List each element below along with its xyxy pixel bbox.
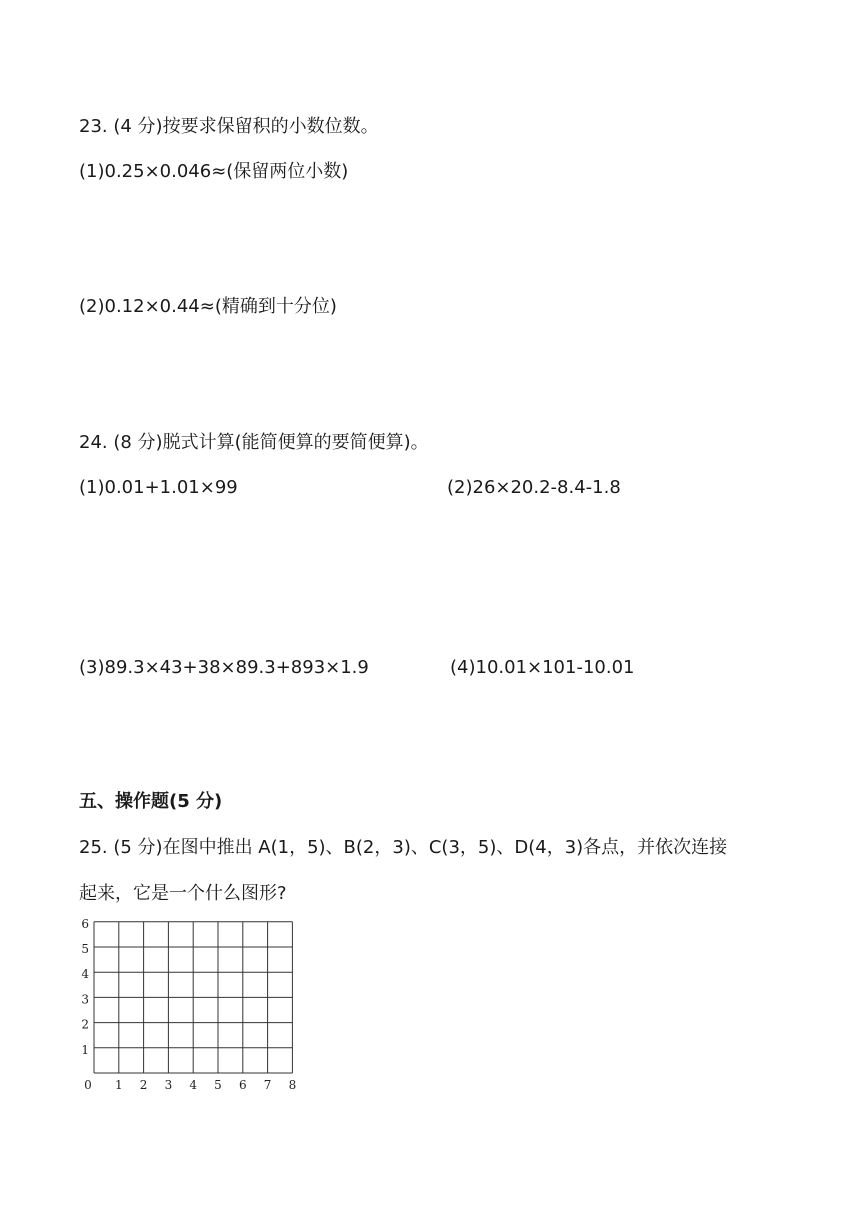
q23-title: 23. (4 分)按要求保留积的小数位数。	[79, 116, 379, 137]
q24-part4: (4)10.01×101-10.01	[450, 657, 635, 678]
x-tick-label: 2	[139, 1078, 148, 1092]
q24-part3: (3)89.3×43+38×89.3+893×1.9	[79, 657, 369, 678]
x-tick-label: 5	[214, 1078, 222, 1092]
q25-line1: 25. (5 分)在图中推出 A(1，5)、B(2，3)、C(3，5)、D(4，3)各点，并依次连接	[79, 837, 728, 858]
x-tick-label: 8	[288, 1078, 297, 1092]
y-tick-label: 3	[81, 992, 89, 1007]
q25-line2: 起来，它是一个什么图形?	[79, 883, 287, 904]
y-tick-label: 5	[81, 942, 89, 956]
x-tick-label: 1	[114, 1078, 123, 1092]
q24-part1: (1)0.01+1.01×99	[79, 477, 238, 498]
y-tick-label: 2	[81, 1017, 89, 1032]
q24-title: 24. (8 分)脱式计算(能简便算的要简便算)。	[79, 432, 429, 453]
x-tick-label: 3	[164, 1078, 173, 1092]
q23-part2: (2)0.12×0.44≈(精确到十分位)	[79, 296, 337, 317]
coordinate-grid	[76, 914, 306, 1094]
y-tick-label: 1	[81, 1042, 89, 1057]
grid-svg	[76, 914, 306, 1094]
x-tick-label: 0	[84, 1078, 92, 1092]
q24-part2: (2)26×20.2-8.4-1.8	[447, 477, 621, 498]
x-tick-label: 4	[189, 1078, 198, 1092]
x-tick-label: 7	[263, 1078, 272, 1092]
y-tick-label: 4	[81, 967, 89, 982]
x-tick-label: 6	[238, 1078, 247, 1092]
y-tick-label: 6	[81, 916, 89, 931]
q23-part1: (1)0.25×0.046≈(保留两位小数)	[79, 161, 349, 182]
section-heading: 五、操作题(5 分)	[79, 791, 223, 812]
